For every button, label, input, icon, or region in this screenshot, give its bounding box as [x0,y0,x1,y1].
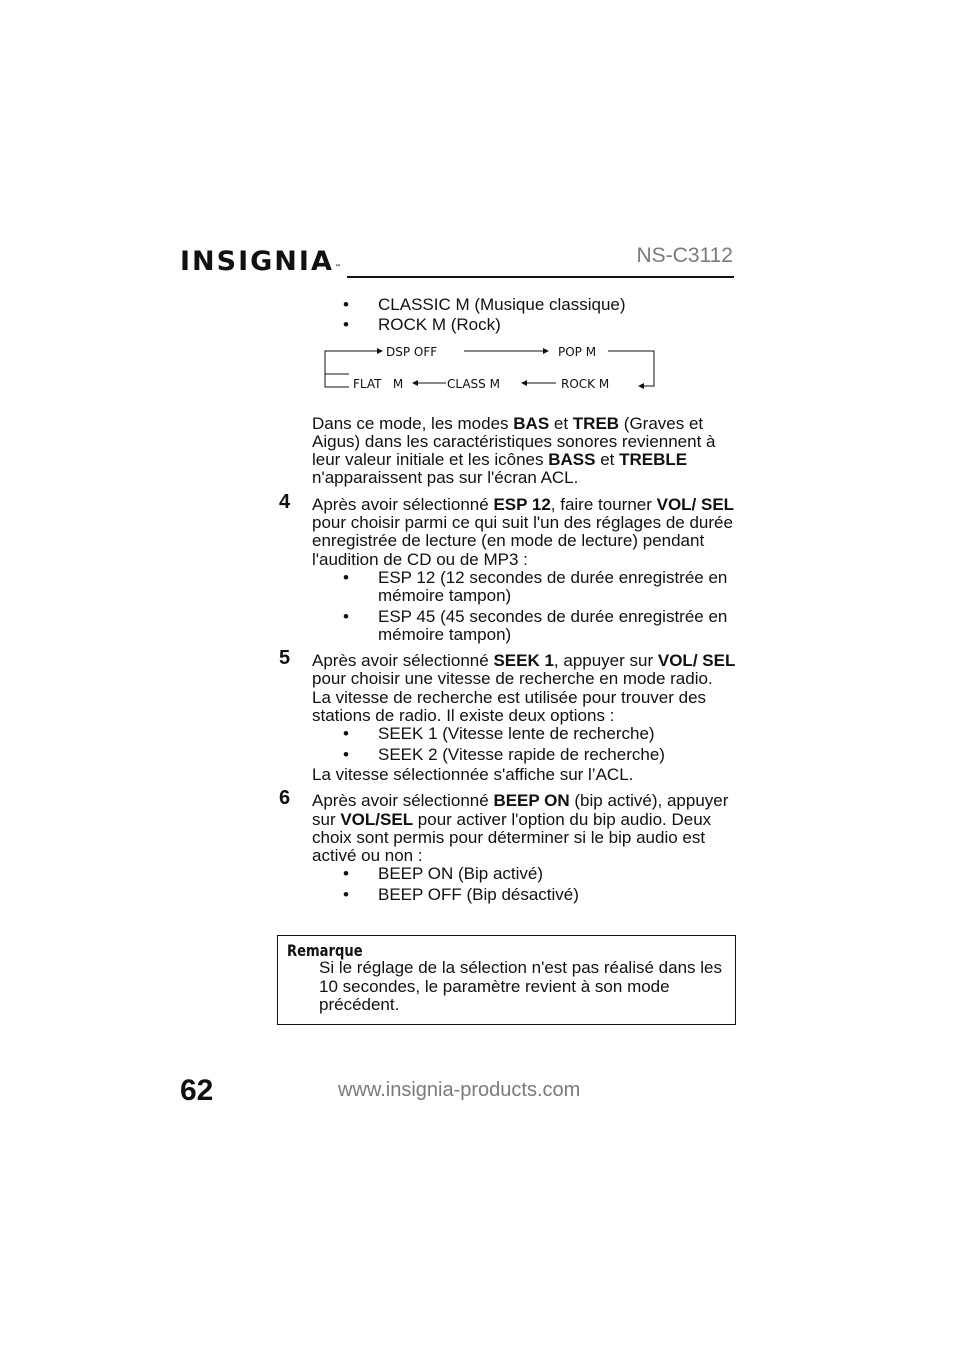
bullet-icon: • [343,884,349,904]
step-after-text: La vitesse sélectionnée s'affiche sur l’ACL. [312,764,634,784]
insignia-logo [180,244,341,280]
header-rule [347,276,734,278]
step-5 [279,647,736,784]
note-box [277,935,736,1025]
footer-url: www.insignia-products.com [338,1079,581,1101]
list-item-text: BEEP OFF (Bip désactivé) [378,884,579,904]
list-item-text: ESP 45 (45 secondes de durée enregistrée en mémoire tampon) [378,606,728,644]
list-item-text: CLASSIC M (Musique classique) [378,295,626,314]
step-text: Après avoir sélectionné ESP 12, faire tourner VOL/ SEL pour choisir parmi ce qui suit l'un des réglages de durée enregistrée de lecture (en mode de lecture) pendant l'audition de CD ou de MP3 : [312,494,735,569]
diagram-flat-m: FLAT M [353,376,404,391]
list-item [312,746,736,764]
list-item-text: BEEP ON (Bip activé) [378,864,544,884]
step-4 [279,490,736,644]
step-number: 5 [279,647,291,670]
bullet-icon: • [343,744,349,764]
step-text: Après avoir sélectionné BEEP ON (bip activé), appuyer sur VOL/SEL pour activer l'option du bip audio. Deux choix sont permis pour déterminer si le bip audio est activé ou non : [312,791,729,866]
dsp-cycle-diagram [312,347,736,409]
step-text: Après avoir sélectionné SEEK 1, appuyer sur VOL/ SEL pour choisir une vitesse de recherche en mode radio. La vitesse de recherche est utilisée pour trouver des stations de radio. Il existe deux options : [312,651,736,726]
esp-options-list [312,569,736,644]
diagram-rock-m: ROCK M [561,376,610,391]
bullet-icon: • [343,315,349,335]
list-item [312,865,736,883]
bullet-icon: • [343,724,349,744]
mode-list [312,296,736,335]
bullet-icon: • [343,606,349,626]
list-item-text: ROCK M (Rock) [378,315,501,335]
seek-options-list [312,725,736,764]
list-item-text: SEEK 1 (Vitesse lente de recherche) [378,724,655,744]
arrow-flat-tail [325,374,349,387]
logo-text: INSIGNIA [180,246,334,277]
list-item [312,316,736,334]
list-item [312,608,736,645]
dsp-cycle-svg [312,347,672,409]
model-number: NS-C3112 [636,244,733,267]
arrow-pop-to-rock [608,351,654,386]
diagram-dsp-off: DSP OFF [386,346,438,359]
page-number: 62 [180,1074,214,1107]
diagram-pop-m: POP M [558,346,597,359]
list-item-text: SEEK 2 (Vitesse rapide de recherche) [378,744,665,764]
note-body: Si le réglage de la sélection n'est pas réalisé dans les 10 secondes, le paramètre revient à son mode précédent. [319,958,722,1014]
step-number: 6 [279,787,291,810]
bullet-icon: • [343,295,349,314]
list-item-text: ESP 12 (12 secondes de durée enregistrée en mémoire tampon) [378,567,728,606]
list-item [312,569,736,606]
bullet-icon: • [343,864,349,884]
note-heading: Remarque [287,941,363,960]
list-item [312,725,736,743]
list-item [312,886,736,904]
diagram-class-m: CLASS M [447,376,500,391]
arrow-flat-to-dsp [325,351,382,374]
logo-trademark: ™ [334,264,341,271]
list-item [312,296,736,314]
step-6 [279,787,736,904]
bullet-icon: • [343,567,349,587]
mode-paragraph: Dans ce mode, les modes BAS et TREB (Graves et Aigus) dans les caractéristiques sonores reviennent à leur valeur initiale et les icônes BASS et TREBLE n'apparaissent pas sur l'écran ACL. [312,413,716,488]
step-number: 4 [279,490,291,513]
beep-options-list [312,865,736,904]
main-content [279,295,736,906]
